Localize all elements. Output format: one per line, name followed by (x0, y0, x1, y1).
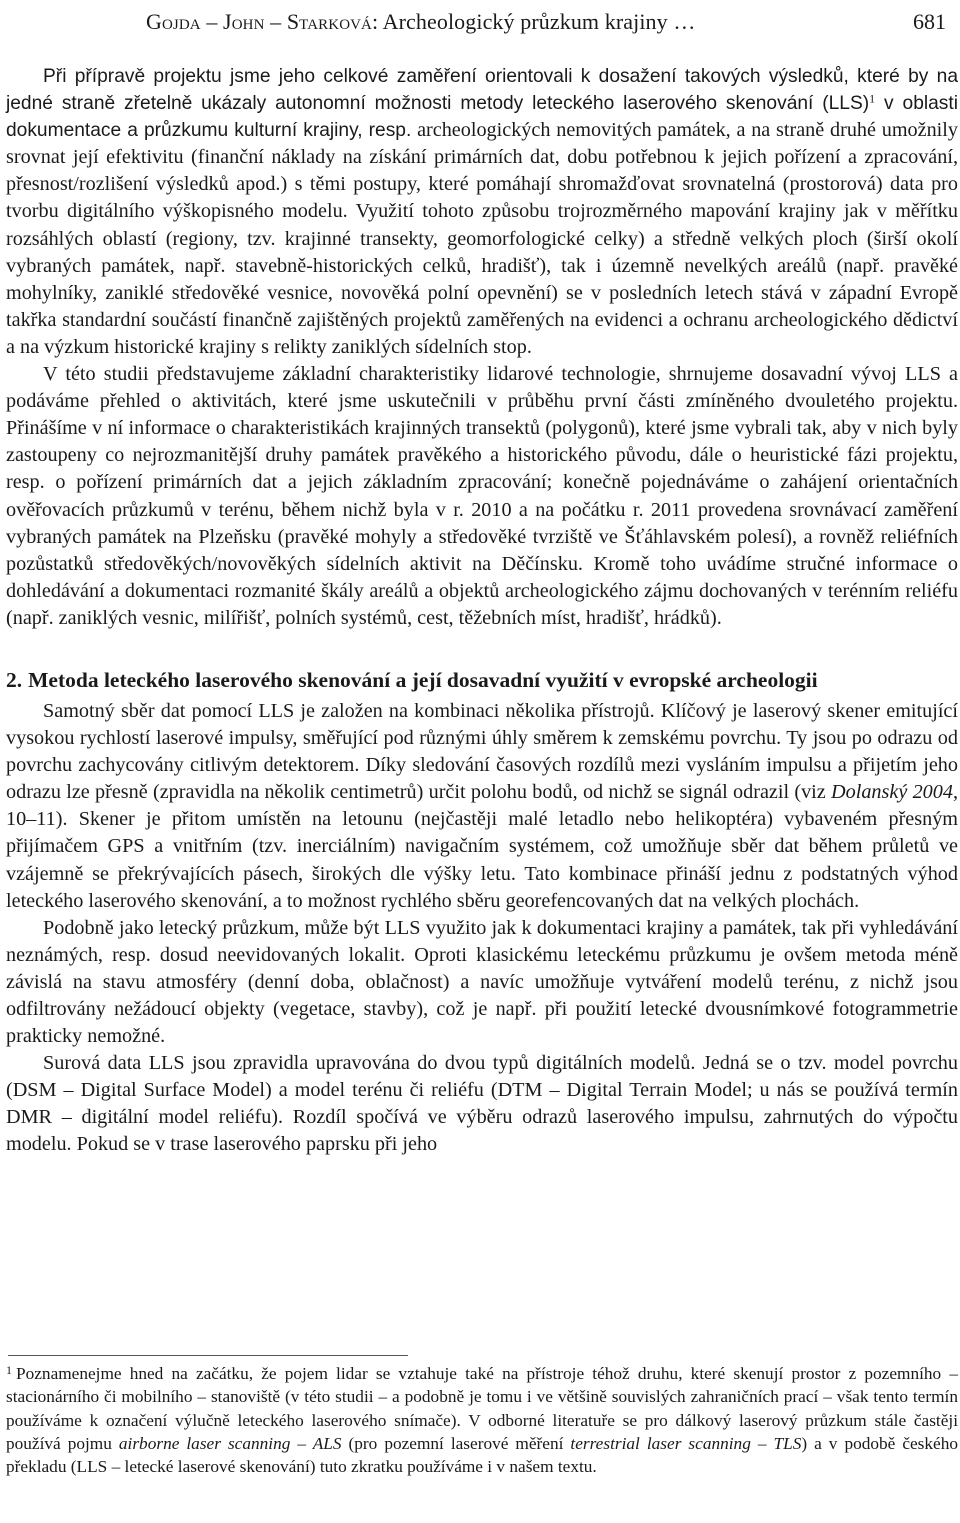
paragraph-study-overview (6, 361, 958, 632)
paragraph-text: Surová data LLS jsou zpravidla upravována do dvou typů digitálních modelů. Jedná se o tzv. model povrchu (DSM – Digital Surface Model) a model terénu či reliéfu (DTM – Digital Terrain Model; u nás se používá termín DMR – digitální model reliéfu). Rozdíl spočívá ve výběru odrazů laserového impulsu, zahrnutých do výpočtu modelu. Pokud se v trase laserového paprsku při jeho (6, 1052, 958, 1156)
paragraph-text: V této studii představujeme základní charakteristiky lidarové technologie, shrnujeme dosavadní vývoj LLS a podáváme přehled o aktivitách, které jsme uskutečnili v průběhu první části zmíněného dvouletého projektu. Přinášíme v ní informace o charakteristikách krajinných transektů (polygonů), které jsme vybrali tak, aby v nich byly zastoupeny co nejrozmanitější druhy památek pravěkého a historického původu, dále o heuristické fázi projektu, resp. o pořízení primárních dat a jejich základním zpracování; konečně pojednáváme o zahájení orientačních ověřovacích průzkumů v terénu, během nichž byla v r. 2010 a na počátku r. 2011 provedena srovnávací zaměření vybraných památek na Plzeňsku (pravěké mohyly a středověké tvrziště ve Šťáhlavském polesí), a rovněž reliéfních pozůstatků středověkých/novověkých sídelních aktivit na Děčínsku. Kromě toho uvádíme stručné informace o dohledávání a dokumentaci rozmanité škály areálů a objektů archeologického zájmu dochovaných v terénním reliéfu (např. zaniklých vesnic, milířišť, polních systémů, cest, těžebních míst, hradišť, hrádků). (6, 363, 958, 629)
author-gojda: Gojda (146, 9, 201, 34)
footnote-text: (pro pozemní laserové měření (341, 1433, 571, 1453)
author-separator: – (264, 9, 287, 34)
section-number: 2. (6, 667, 23, 692)
paragraph-text: Podobně jako letecký průzkum, může být LLS využito jak k dokumentaci krajiny a památek, tak při vyhledávání neznámých, resp. dosud neevidovaných lokalit. Oproti klasickému leteckému průzkumu je ovšem metoda méně závislá na stavu atmosféry (denní doba, oblačnost) a navíc umožňuje vytváření modelů terénu, z nichž jsou odfiltrovány nežádoucí objekty (vegetace, stavby), což je např. při použití letecké dvousnímkové fotogrammetrie prakticky nemožné. (6, 916, 958, 1048)
footnote-mark: 1 (6, 1362, 12, 1377)
section-heading (6, 666, 958, 694)
running-title (146, 4, 695, 40)
running-header (146, 4, 946, 40)
footnote-divider (8, 1355, 408, 1356)
footnote (6, 1362, 958, 1478)
article-body (6, 63, 958, 1159)
section-title: Metoda leteckého laserového skenování a její dosavadní využití v evropské archeologii (28, 667, 818, 692)
footnote-term: airborne laser scanning – ALS (118, 1433, 342, 1453)
author-starkova: Starková (286, 9, 372, 34)
paragraph-intro (6, 63, 958, 361)
article-title: : Archeologický průzkum krajiny … (372, 9, 696, 34)
paragraph-text: Při přípravě projektu jsme jeho celkové zaměření orientovali k dosažení takových výsledků, které by na jedné straně zřetelně ukázaly autonomní možnosti metody leteckého laserového skenování (LLS) (6, 66, 958, 115)
paragraph-survey (6, 915, 958, 1050)
page-number: 681 (913, 9, 946, 34)
footnote-text: ) a v podobě českého překladu (LLS – letecké laserové skenování) tuto zkratku používáme i v našem textu. (6, 1433, 958, 1477)
paragraph-text: archeologických nemovitých památek, a na straně druhé umožnily srovnat její efektivitu (finanční náklady na získání primárních dat, dobu potřebnou k jejich pořízení a zpracování, přesnost/rozlišení výsledků apod.) s těmi postupy, které pomáhají shromažďovat srovnatelná (prostorová) data pro tvorbu digitálního výškopisného modelu. Využití tohoto způsobu trojrozměrného mapování krajiny jak v měřítku rozsáhlých oblastí (regiony, tzv. krajinné transekty, geomorfologické celky) a středně velkých ploch (širší okolí vybraných památek, např. stavebně-historických celků, hradišť), tak i územně nevelkých areálů (např. pravěké mohylníky, zaniklé středověké vesnice, novověká polní opevnění) se v posledních letech stává v západní Evropě takřka standardní součástí finančně zajištěných projektů zaměřených na evidenci a ochranu archeologického dědictví a na výzkum historické krajiny s relikty zaniklých sídelních stop. (6, 119, 958, 358)
author-john: John (223, 9, 265, 34)
paragraph-method (6, 698, 958, 915)
footnote-text: Poznamenejme hned na začátku, že pojem lidar se vztahuje také na přístroje téhož druhu, které skenují prostor z pozemního – stacionárního či mobilního – stanoviště (v této studii – a podobně je tomu i ve většině souvislých zahraničních prací – však tento termín používáme k označení výlučně leteckého laserového snímače). V odborné literatuře se pro dálkový laserový průzkum stále častěji používá pojmu (6, 1364, 958, 1453)
paragraph-text: v oblasti dokumentace a průzkumu kulturní krajiny, resp. (6, 93, 958, 142)
footnote-term: terrestrial laser scanning – TLS (570, 1433, 802, 1453)
author-separator: – (200, 9, 224, 34)
page (6, 0, 958, 1523)
paragraph-models (6, 1050, 958, 1158)
paragraph-text: , 10–11). Skener je přitom umístěn na letounu (nejčastěji malé letadlo nebo helikoptéra) vybaveném přesným přijímačem GPS a vnitřním (tzv. inerciálním) navigačním systémem, což umožňuje sběr dat během průletů ve vzájemně se překrývajících pásech, širokých dle výšky letu. Tato kombinace přináší jednu z podstatných výhod leteckého laserového skenování, a to možnost rychlého sběru georefencovaných dat na velkých plochách. (6, 781, 958, 912)
paragraph-text: Samotný sběr dat pomocí LLS je založen na kombinaci několika přístrojů. Klíčový je laserový skener emitující vysokou rychlostí laserové impulsy, směřující pod různými úhly směrem k zemskému povrchu. Ty jsou po odrazu od povrchu zachycovány citlivým detektorem. Díky sledování časových rozdílů mezi vysláním impulsu a přijetím jeho odrazu lze přesně (zpravidla na několik centimetrů) určit polohu bodů, od nichž se signál odrazil (viz (6, 699, 958, 804)
footnote-reference[interactable]: 1 (869, 91, 876, 106)
citation: Dolanský 2004 (831, 781, 953, 804)
